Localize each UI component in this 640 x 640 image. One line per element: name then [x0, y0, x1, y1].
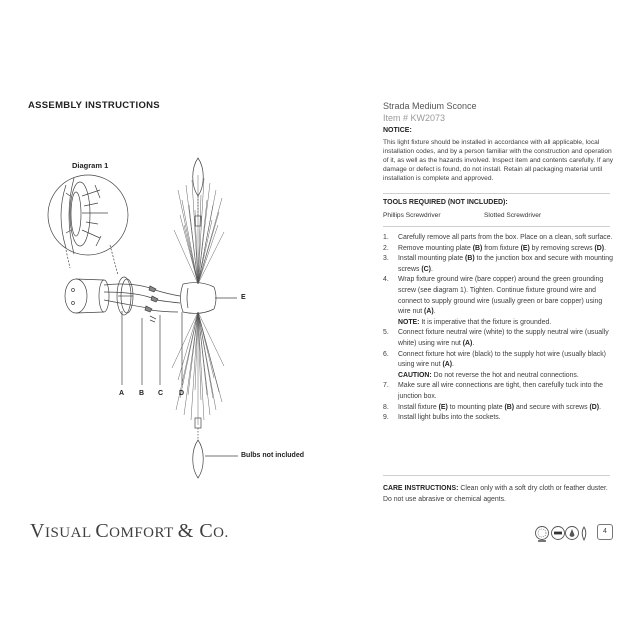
part-ref: (B)	[504, 403, 515, 411]
step-1	[383, 233, 615, 244]
step-text: to mounting plate	[447, 403, 505, 411]
junction-box	[65, 279, 109, 313]
step-text: Connect fixture neutral wire (white) to the supply neutral wire (usually white) using wire nut	[398, 329, 609, 347]
part-ref: (C)	[421, 265, 431, 273]
step-text: Install light bulbs into the sockets.	[398, 414, 501, 422]
part-ref: (B)	[472, 244, 483, 252]
page-heading: ASSEMBLY INSTRUCTIONS	[28, 100, 160, 111]
step-text: and secure with screws	[514, 403, 590, 411]
step-text: Install fixture	[398, 403, 439, 411]
diagram-1-label: Diagram 1	[72, 161, 109, 170]
page-number: 4	[597, 524, 613, 540]
step-9	[383, 413, 615, 424]
tool-item: Slotted Screwdriver	[484, 212, 542, 219]
step-text: Remove mounting plate	[398, 244, 473, 252]
step-number: 5.	[383, 329, 389, 337]
care-text: Clean only with a soft dry cloth or feather duster. Do not use abrasive or chemical agents.	[383, 485, 608, 503]
step-text: Carefully remove all parts from the box. Place on a clean, soft surface.	[398, 234, 613, 241]
certification-icons	[534, 525, 594, 543]
part-ref: (E)	[438, 403, 448, 411]
instruction-steps	[383, 233, 615, 424]
step-number: 1.	[383, 234, 389, 241]
step-number: 3.	[383, 255, 389, 263]
part-ref: (E)	[520, 244, 530, 252]
step-number: 6.	[383, 350, 389, 358]
step-text: Connect fixture hot wire (black) to the supply hot wire (usually black) using wire nut	[398, 350, 606, 369]
mounting-plate	[117, 277, 133, 315]
step-text: .	[452, 361, 454, 369]
diagram-1-detail	[48, 175, 128, 255]
label-b: B	[139, 390, 145, 397]
step-2	[383, 244, 615, 255]
item-number: Item # KW2073	[383, 113, 446, 123]
care-instructions	[383, 484, 615, 506]
bulbs-note: Bulbs not included	[241, 452, 304, 459]
part-ref: (D)	[594, 244, 605, 252]
note-text: It is imperative that the fixture is grounded.	[419, 318, 552, 326]
step-6	[383, 350, 615, 382]
step-text: by removing screws	[529, 244, 595, 252]
etl-mark-icon	[536, 527, 549, 543]
caution-text: Do not reverse the hot and neutral connections.	[431, 371, 579, 379]
ul-mark-icon	[552, 527, 565, 540]
fixture-backplate	[181, 283, 217, 314]
divider	[383, 193, 610, 194]
label-a: A	[119, 390, 125, 397]
step-4	[383, 275, 615, 328]
caution-label: CAUTION:	[398, 371, 432, 379]
tool-item: Phillips Screwdriver	[383, 212, 441, 219]
damp-location-icon	[566, 527, 579, 540]
step-text: .	[430, 265, 433, 273]
brand-logo: VISUAL COMFORT & CO.	[30, 520, 229, 542]
part-ref: (A)	[462, 339, 473, 347]
care-label: CARE INSTRUCTIONS:	[383, 485, 459, 492]
notice-text: This light fixture should be installed in accordance with all applicable, local installation codes, and by a person familiar with the construction and operation of it, as well as the hazards involved. Inspect item and contents carefully. If any damage or defect is found, do not install. Retain all packaging material until installation is complete and approved.	[383, 139, 614, 183]
step-text: to the junction box and secure with mounting screws	[398, 255, 613, 273]
note-label: NOTE:	[398, 318, 420, 326]
label-c: C	[158, 390, 164, 397]
notice-title: NOTICE:	[383, 127, 412, 134]
assembly-diagram	[0, 0, 380, 480]
step-3	[383, 254, 615, 275]
product-name: Strada Medium Sconce	[383, 101, 477, 111]
step-text: .	[472, 339, 475, 347]
lower-bulb	[193, 418, 204, 478]
step-number: 2.	[383, 244, 389, 252]
step-8	[383, 403, 615, 414]
divider	[383, 226, 610, 227]
label-e: E	[241, 294, 246, 301]
rod-bundle-upper	[174, 175, 224, 284]
part-ref: (B)	[465, 255, 475, 263]
step-text: Wrap fixture ground wire (bare copper) around the green grounding screw (see diagram 1). Tighten. Continue fixture ground wire and connect to supply ground wire (usually green or bare copper) using wire nut	[398, 276, 604, 316]
step-number: 8.	[383, 403, 389, 411]
step-text: Make sure all wire connections are tight, then carefully tuck into the junction box.	[398, 382, 603, 400]
step-7	[383, 381, 615, 402]
bulb-type-icon	[582, 527, 586, 540]
step-number: 4.	[383, 276, 389, 284]
step-number: 9.	[383, 414, 389, 422]
step-5	[383, 328, 615, 349]
step-text: .	[599, 403, 602, 411]
step-number: 7.	[383, 382, 389, 390]
step-text: .	[604, 244, 606, 252]
step-text: from fixture	[482, 244, 521, 252]
part-ref: (A)	[442, 361, 453, 369]
step-text: .	[433, 308, 436, 316]
part-ref: (A)	[424, 308, 434, 316]
part-ref: (D)	[589, 403, 600, 411]
tools-title: TOOLS REQUIRED (NOT INCLUDED):	[383, 199, 508, 206]
label-d: D	[179, 390, 185, 397]
step-text: Install mounting plate	[398, 255, 466, 263]
rod-bundle-lower	[172, 312, 224, 425]
divider	[383, 475, 610, 476]
